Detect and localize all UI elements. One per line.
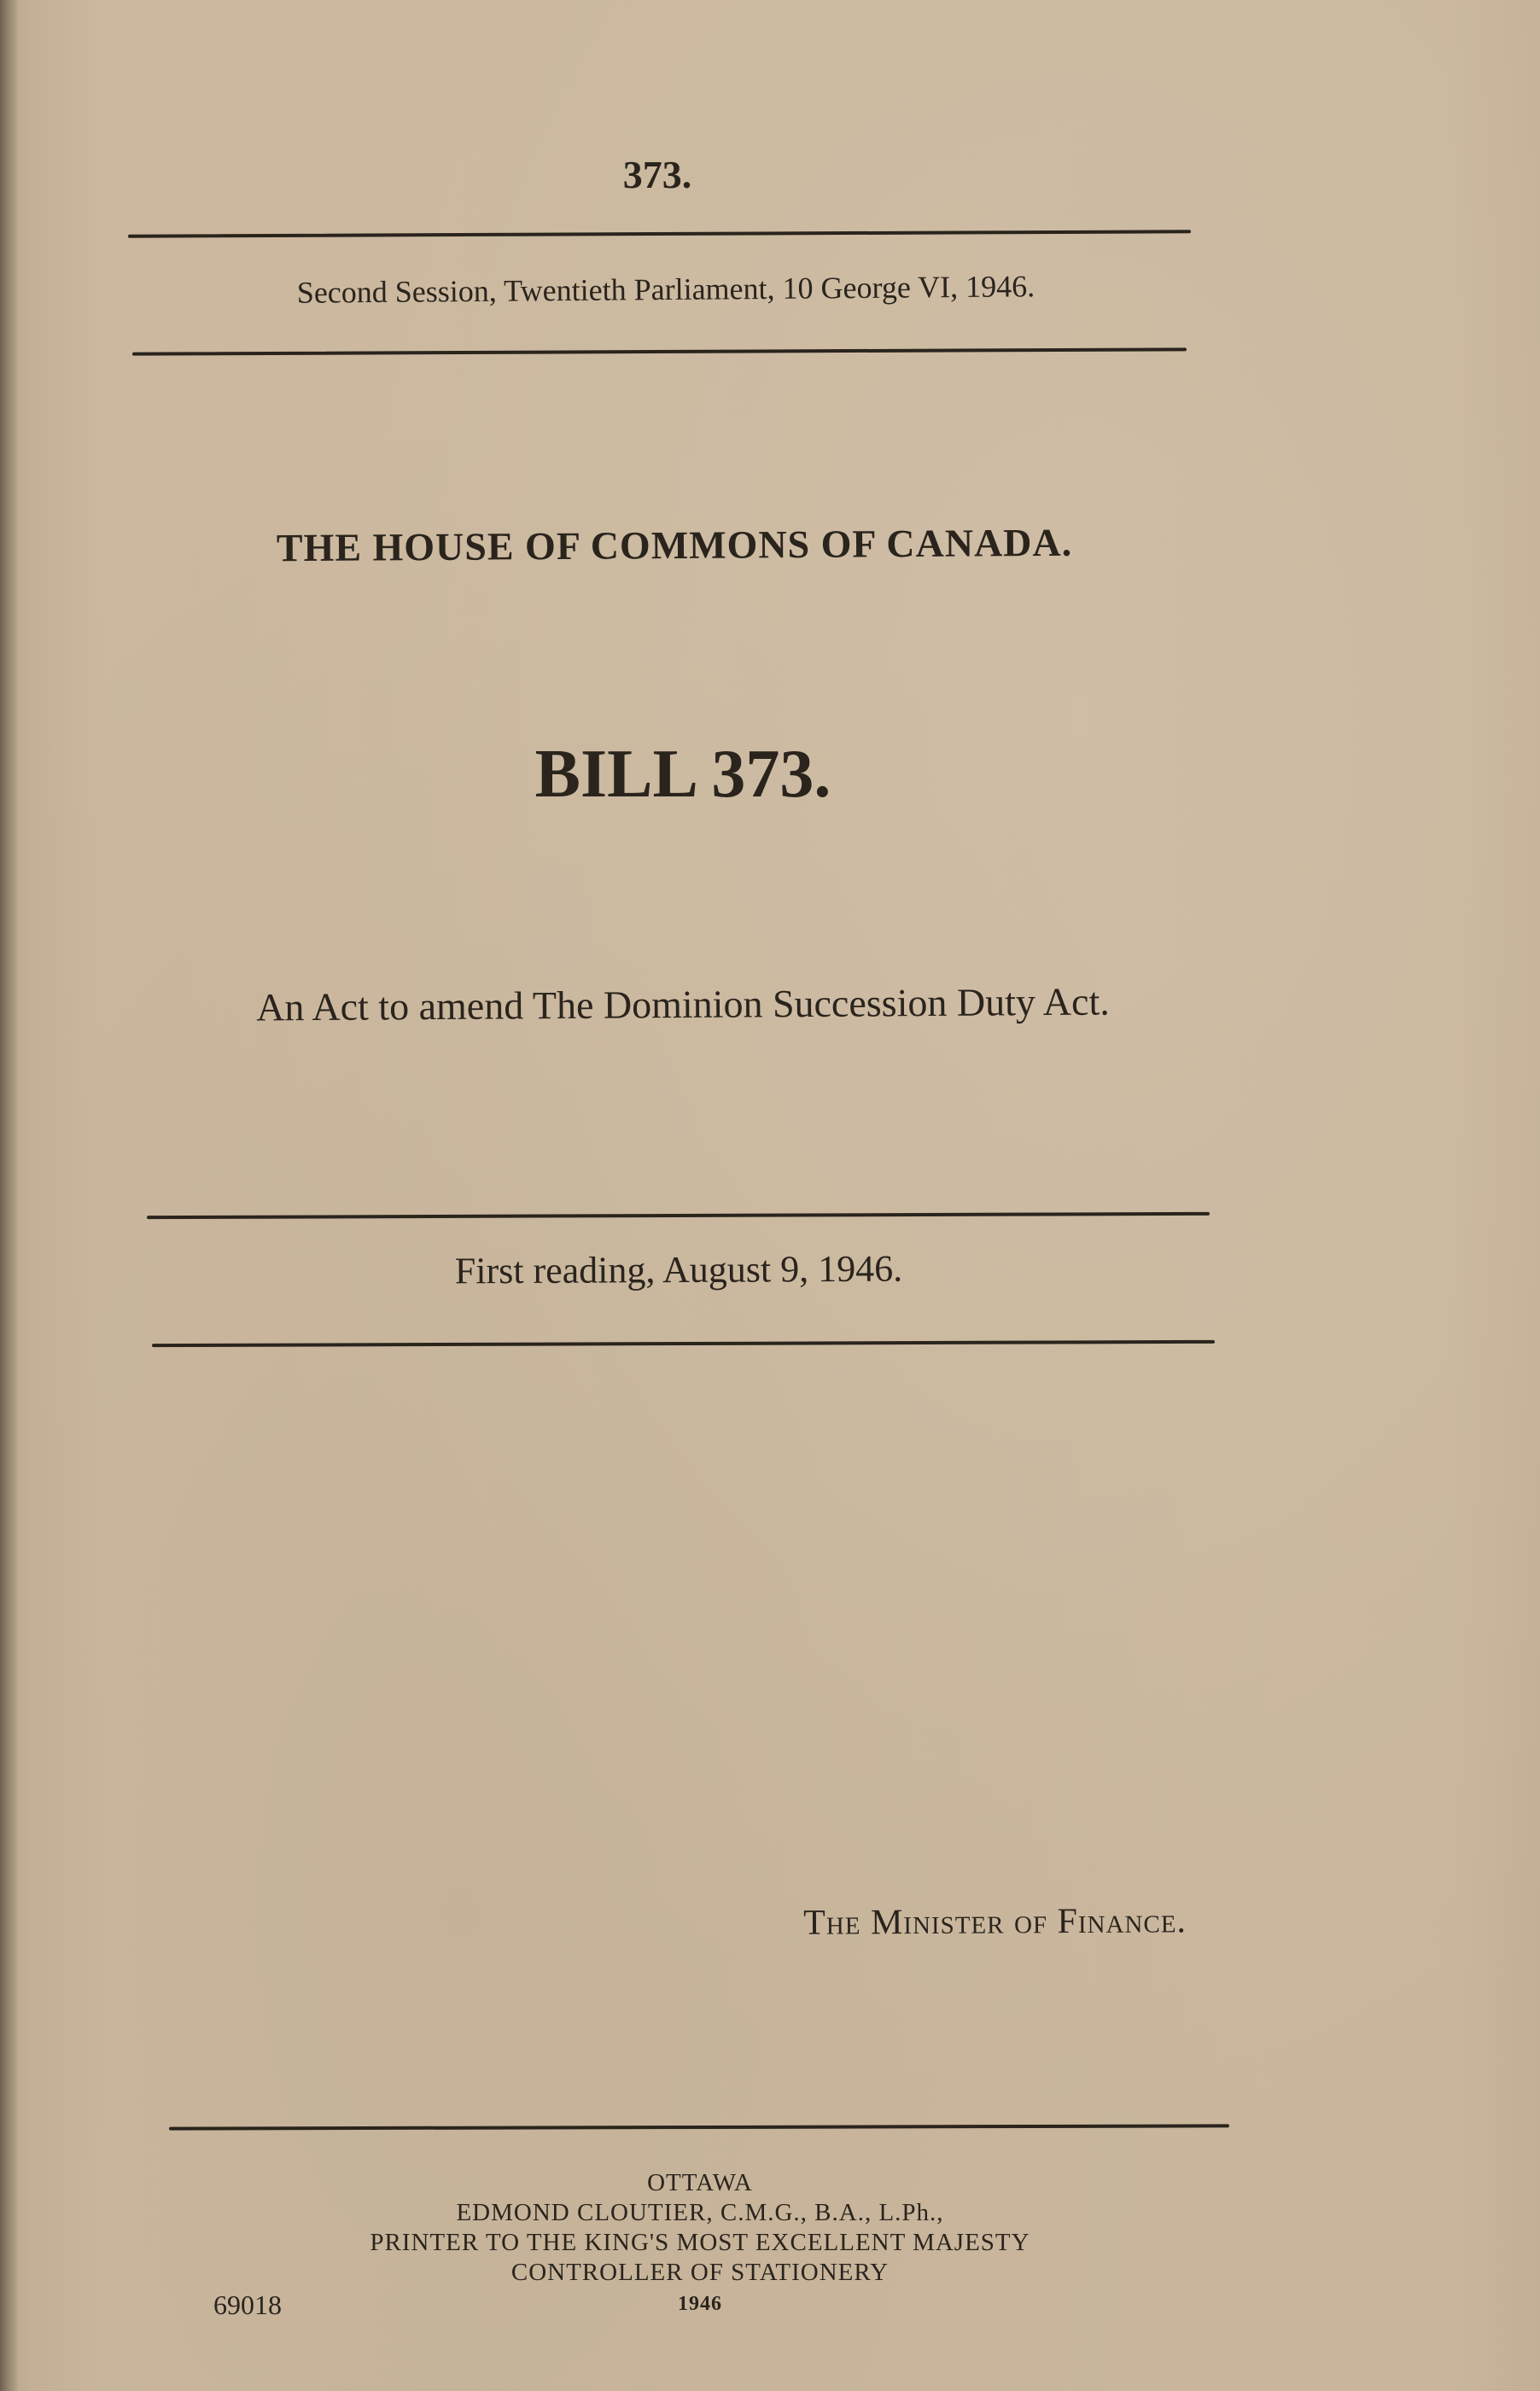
imprint-printer-name: EDMOND CLOUTIER, C.M.G., B.A., L.Ph., — [456, 2199, 944, 2226]
divider-rule-4 — [152, 1340, 1215, 1347]
minister-signature: The Minister of Finance. — [803, 1901, 1187, 1943]
divider-rule-3 — [147, 1212, 1210, 1219]
session-line: Second Session, Twentieth Parliament, 10 George VI, 1946. — [296, 269, 1035, 310]
imprint-controller: CONTROLLER OF STATIONERY — [510, 2259, 890, 2286]
bill-number-header: 373. — [622, 153, 692, 196]
divider-rule-5 — [169, 2124, 1229, 2130]
bill-title: BILL 373. — [534, 737, 831, 812]
printer-imprint — [256, 2168, 1144, 2319]
divider-rule-2 — [132, 347, 1187, 355]
document-number: 69018 — [213, 2289, 282, 2320]
house-heading: THE HOUSE OF COMMONS OF CANADA. — [276, 520, 1073, 570]
divider-rule-1 — [128, 230, 1191, 237]
page-binding-edge — [0, 0, 19, 2391]
act-title: An Act to amend The Dominion Succession Duty Act. — [256, 979, 1110, 1029]
first-reading-line: First reading, August 9, 1946. — [454, 1247, 903, 1292]
imprint-city: OTTAWA — [647, 2169, 753, 2196]
imprint-year: 1946 — [678, 2293, 722, 2315]
imprint-printer-title: PRINTER TO THE KING'S MOST EXCELLENT MAJESTY — [370, 2229, 1030, 2256]
